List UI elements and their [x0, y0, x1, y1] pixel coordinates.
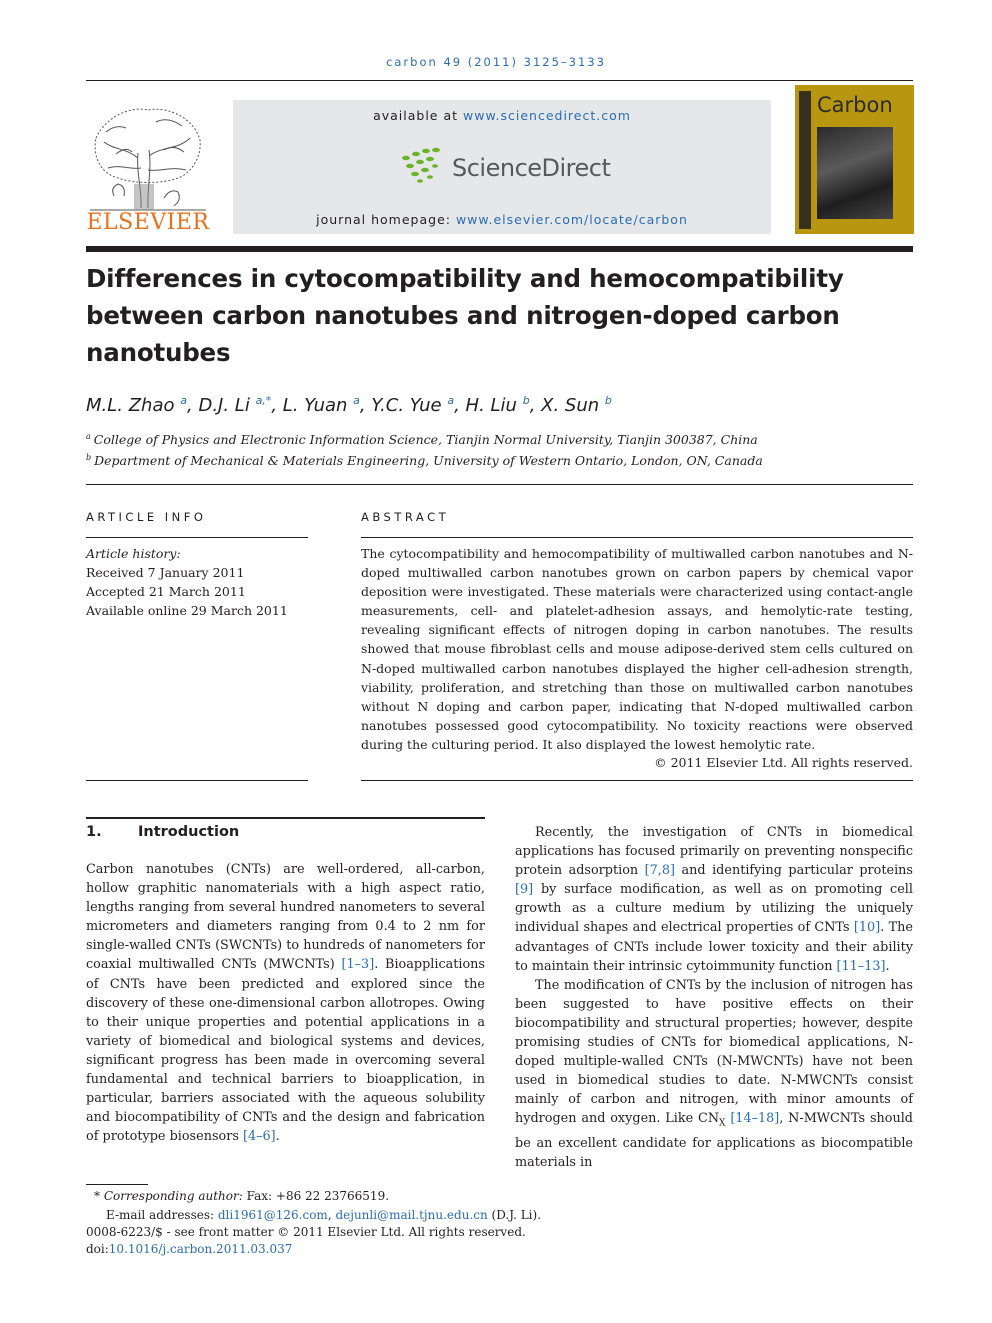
doi-note: doi:10.1016/j.carbon.2011.03.037 — [86, 1242, 293, 1256]
author[interactable]: D.J. Li $^{a,*}$ — [198, 394, 272, 416]
doi-link[interactable]: 10.1016/j.carbon.2011.03.037 — [108, 1242, 293, 1256]
section-divider — [86, 817, 485, 819]
body-column-right — [515, 823, 913, 1172]
issn-note: 0008-6223/$ - see front matter © 2011 Elsevier Ltd. All rights reserved. — [86, 1225, 526, 1239]
homepage-label: journal homepage: — [316, 212, 456, 227]
citation-link[interactable]: [14–18] — [730, 1111, 780, 1127]
citation-link[interactable]: [10] — [853, 920, 881, 936]
citation-link[interactable]: [7,8] — [644, 863, 676, 879]
journal-reference: carbon 49 (2011) 3125–3133 — [386, 55, 606, 69]
email-link[interactable]: dli1961@126.com — [217, 1208, 328, 1222]
author[interactable]: L. Yuan $^a$ — [282, 394, 360, 416]
citation-link[interactable]: [11–13] — [836, 958, 886, 974]
affiliation-a: $^a$ College of Physics and Electronic Information Science, Tianjin Normal University, Tianjin 300387, China — [86, 432, 758, 447]
author-list: M.L. Zhao $^a$, D.J. Li $^{a,*}$, L. Yuan $^a$, Y.C. Yue $^a$, H. Liu $^b$, X. Sun $^b$ — [86, 394, 612, 416]
email-note: E-mail addresses: dli1961@126.com, dejunli@mail.tjnu.edu.cn (D.J. Li). — [106, 1208, 542, 1222]
author[interactable]: M.L. Zhao $^a$ — [86, 394, 187, 416]
paragraph: The modification of CNTs by the inclusion of nitrogen has been suggested to have positive effects on their biocompatibility and structural properties; however, despite promising studies of CNTs for biomedical applications, N-doped multiple-walled CNTs (N-MWCNTs) have not been used in biomedical studies to date. N-MWCNTs consist mainly of carbon and nitrogen, with minor amounts of hydrogen and oxygen. Like $CN_X$ [14–18], N-MWCNTs should be an excellent candidate for applications as biocompatible materials in — [515, 977, 913, 1171]
article-info-divider — [86, 537, 308, 538]
sciencedirect-link[interactable]: www.sciencedirect.com — [463, 108, 631, 123]
received-date: Received 7 January 2011 — [86, 565, 245, 580]
citation-link[interactable]: [4–6] — [242, 1129, 276, 1145]
online-date: Available online 29 March 2011 — [86, 603, 288, 618]
section-title: Introduction — [138, 824, 240, 840]
article-title: Differences in cytocompatibility and hemocompatibility between carbon nanotubes and nitrogen-doped carbon nanotubes — [86, 264, 844, 367]
available-at-label: available at — [373, 108, 463, 123]
email-link[interactable]: dejunli@mail.tjnu.edu.cn — [335, 1208, 488, 1222]
journal-homepage-line — [233, 212, 771, 227]
abstract-heading: ABSTRACT — [361, 510, 450, 524]
abstract-divider — [361, 537, 913, 538]
footnote-divider — [86, 1184, 148, 1185]
section-number: 1. — [86, 824, 102, 840]
sciencedirect-leaf-icon — [398, 144, 448, 188]
citation-link[interactable]: [1–3] — [341, 957, 375, 973]
cover-title: Carbon — [817, 93, 893, 117]
header-thick-divider — [86, 246, 913, 252]
accepted-date: Accepted 21 March 2011 — [86, 584, 246, 599]
body-column-left — [86, 860, 485, 1146]
author[interactable]: Y.C. Yue $^a$ — [371, 394, 455, 416]
article-info-heading: ARTICLE INFO — [86, 510, 207, 524]
elsevier-wordmark: ELSEVIER — [86, 210, 210, 235]
paragraph: Carbon nanotubes (CNTs) are well-ordered, all-carbon, hollow graphitic nanomaterials with a high aspect ratio, lengths ranging from several hundred nanometers to several micrometers and diameters ranging from 0.4 to 2 nm for single-walled CNTs (SWCNTs) to hundreds of nanometers for coaxial multiwalled CNTs (MWCNTs) [1–3]. Bioapplications of CNTs have been predicted and explored since the discovery of these one-dimensional carbon allotropes. Owing to their unique properties and potential applications in a variety of biomedical and biological systems and devices, significant progress has been made in overcoming several fundamental and technical barriers to bioapplication, in particular, barriers associated with the aqueous solubility and biocompatibility of CNTs and the design and fabrication of prototype biosensors [4–6]. — [86, 862, 485, 1145]
abstract-text: The cytocompatibility and hemocompatibility of multiwalled carbon nanotubes and N-doped multiwalled carbon nanotubes grown on carbon papers by chemical vapor deposition were investigated. These materials were characterized using contact-angle measurements, cell- and platelet-adhesion assays, and hemolytic-rate testing, revealing significant effects of nitrogen doping in carbon nanotubes. The results showed that mouse fibroblast cells and mouse adipose-derived stem cells cultured on N-doped multiwalled carbon nanotubes displayed the higher cell-adhesion strength, viability, proliferation, and stretching than those on multiwalled carbon nanotubes without N doping and carbon paper, indicating that N-doped multiwalled carbon nanotubes possessed good cytocompatibility. No toxicity reactions were observed during the culturing period. It also displayed the lowest hemolytic rate. — [361, 546, 913, 752]
history-label: Article history: — [86, 546, 181, 561]
abstract-bottom-divider — [361, 780, 913, 781]
paragraph: Recently, the investigation of CNTs in biomedical applications has focused primarily on preventing nonspecific protein adsorption [7,8] and identifying particular proteins [9] by surface modification, as well as on promoting cell growth as a culture medium by utilizing the uniquely individual shapes and electrical properties of CNTs [10]. The advantages of CNTs include lower toxicity and their ability to maintain their intrinsic cytoimmunity function [11–13]. — [515, 825, 913, 974]
affiliation-b: $^b$ Department of Mechanical & Materials Engineering, University of Western Ontario, London, ON, Canada — [86, 453, 763, 468]
sciencedirect-logo — [398, 144, 611, 188]
available-at-line — [233, 108, 771, 123]
article-info-bottom-divider — [86, 780, 308, 781]
author[interactable]: H. Liu $^b$ — [465, 394, 530, 416]
section-heading-introduction — [86, 824, 239, 840]
header-divider — [86, 80, 913, 81]
abstract-copyright: © 2011 Elsevier Ltd. All rights reserved. — [654, 755, 913, 770]
affiliation-divider — [86, 484, 913, 485]
journal-homepage-link[interactable]: www.elsevier.com/locate/carbon — [455, 212, 688, 227]
corresponding-author-note: * Corresponding author: Fax: +86 22 23766519. — [94, 1189, 390, 1203]
cover-left-band — [799, 91, 811, 229]
citation-link[interactable]: [9] — [515, 882, 534, 898]
sciencedirect-wordmark: ScienceDirect — [452, 154, 611, 182]
author[interactable]: X. Sun $^b$ — [541, 394, 612, 416]
cover-image — [817, 127, 893, 219]
journal-cover — [795, 85, 914, 234]
